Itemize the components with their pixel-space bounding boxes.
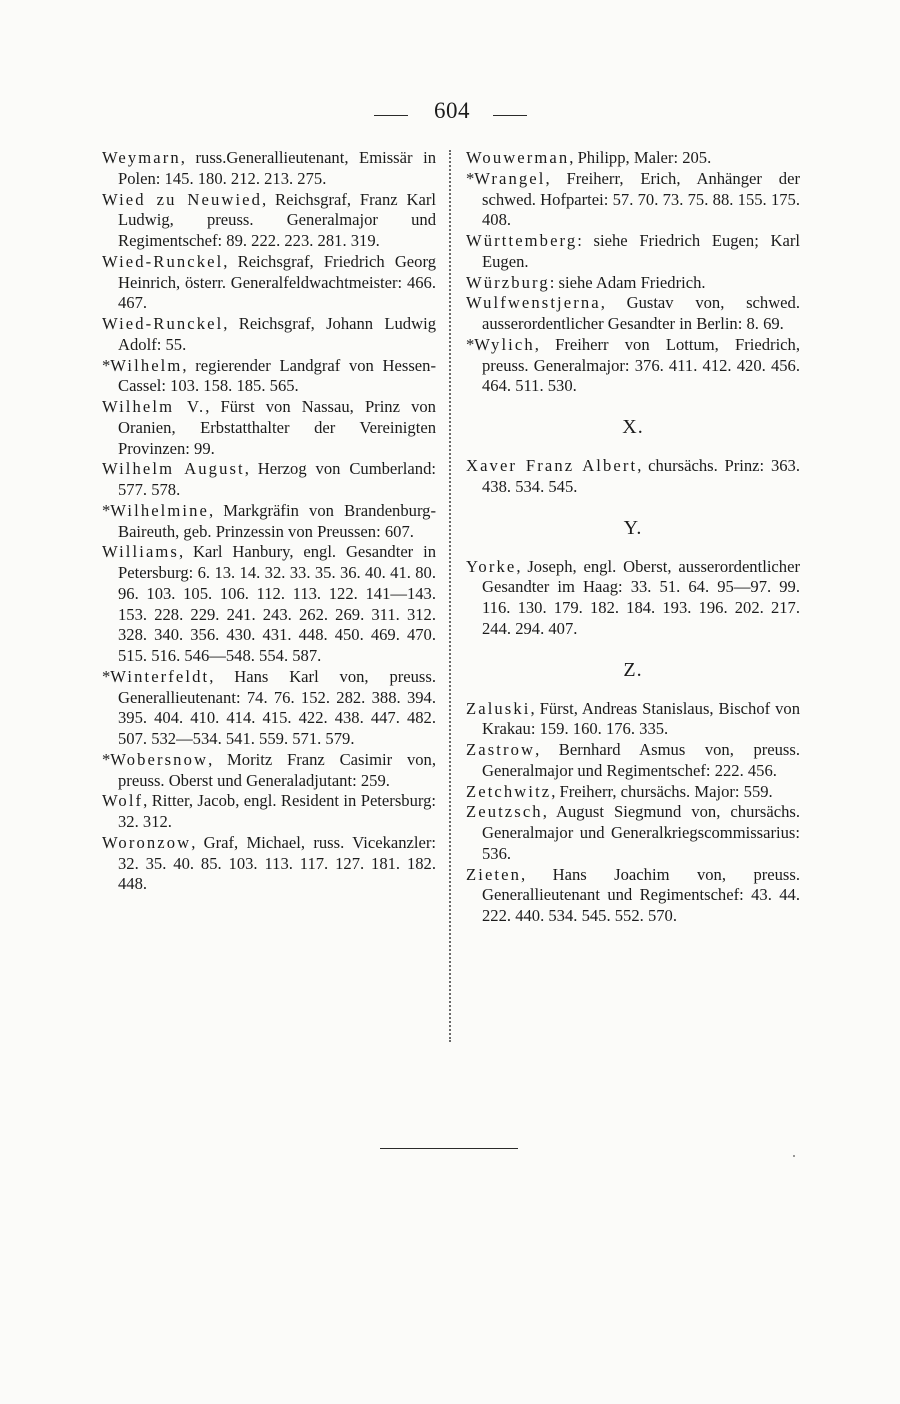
index-entry — [102, 791, 436, 833]
index-entry — [102, 397, 436, 459]
entry-name: Württemberg — [466, 231, 578, 250]
entry-name: Zaluski — [466, 698, 531, 718]
entry-details: , Reichsgraf, Franz Karl Ludwig, preuss. Generalmajor und Regimentschef: 89. 222. 223. 281. 319. — [118, 189, 436, 250]
entry-asterisk: * — [102, 749, 111, 769]
index-entry — [466, 782, 800, 803]
entry-asterisk: * — [102, 666, 111, 686]
entry-details: : siehe Friedrich Eugen; Karl Eugen. — [482, 231, 800, 271]
entry-details: , Graf, Michael, russ. Vicekanzler: 32. 35. 40. 85. 103. 113. 117. 127. 181. 182. 448. — [118, 832, 436, 894]
index-entry — [102, 750, 436, 792]
index-entry — [102, 667, 436, 750]
entry-list-w-right — [466, 148, 800, 397]
entry-asterisk: * — [466, 168, 475, 188]
entry-name: Yorke — [466, 556, 517, 576]
index-entry — [102, 252, 436, 314]
index-entry — [102, 459, 436, 501]
section-heading-y: Y. — [623, 516, 643, 539]
entry-details: , August Siegmund von, chursächs. Generalmajor und Generalkriegscommissarius: 536. — [482, 802, 800, 863]
entry-details: , Gustav von, schwed. ausserordentlicher Gesandter in Berlin: 8. 69. — [482, 293, 800, 333]
entry-name: Wulfwenstjerna — [466, 293, 601, 313]
entry-asterisk: * — [466, 334, 475, 354]
entry-name: Wylich — [474, 334, 535, 354]
entry-details: , chursächs. Prinz: 363. 438. 534. 545. — [482, 456, 800, 496]
print-speck — [793, 1155, 795, 1157]
entry-details: , Freiherr, Erich, Anhänger der schwed. Hofpartei: 57. 70. 73. 75. 88. 155. 175. 408. — [482, 168, 800, 230]
entry-details: , Herzog von Cumberland: 577. 578. — [118, 459, 436, 499]
entry-name: Xaver Franz Albert — [466, 456, 638, 475]
entry-details: , Reichsgraf, Friedrich Georg Heinrich, österr. Generalfeldwachtmeister: 466. 467. — [118, 251, 436, 313]
entry-name: Wilhelm August — [102, 459, 245, 479]
entry-name: Wied zu Neuwied — [102, 189, 263, 209]
entry-list-x — [466, 456, 800, 498]
entry-name: Wolf — [102, 791, 144, 811]
index-entry — [466, 699, 800, 741]
entry-list-y — [466, 557, 800, 640]
entry-details: , russ.Generallieutenant, Emissär in Polen: 145. 180. 212. 213. 275. — [118, 148, 436, 188]
index-entry — [466, 231, 800, 273]
index-entry — [102, 314, 436, 356]
index-entry — [466, 557, 800, 640]
entry-name: Zeutzsch — [466, 802, 543, 822]
entry-details: , Moritz Franz Casimir von, preuss. Oberst und Generaladjutant: 259. — [118, 749, 436, 790]
index-column-left — [102, 148, 436, 895]
section-heading-z: Z. — [623, 658, 643, 681]
entry-details: , Fürst von Nassau, Prinz von Oranien, Erbstatthalter der Vereinigten Provinzen: 99. — [118, 397, 436, 458]
section-heading-x: X. — [622, 416, 644, 438]
header-rule-right — [493, 115, 527, 116]
index-entry — [466, 802, 800, 864]
entry-details: , Freiherr von Lottum, Friedrich, preuss. Generalmajor: 376. 411. 412. 420. 456. 464. 511. 530. — [482, 334, 800, 396]
entry-details: , Hans Joachim von, preuss. Generallieutenant und Regimentschef: 43. 44. 222. 440. 534. 545. 552. 570. — [482, 864, 800, 925]
index-entry — [466, 293, 800, 335]
entry-name: Wilhelm V. — [102, 397, 206, 416]
entry-details: , Markgräfin von Brandenburg-Baireuth, geb. Prinzessin von Preussen: 607. — [118, 500, 436, 541]
index-entry — [102, 833, 436, 895]
index-entry — [102, 190, 436, 252]
entry-details: , Reichsgraf, Johann Ludwig Adolf: 55. — [118, 314, 436, 354]
entry-details: , Philipp, Maler: 205. — [569, 148, 712, 167]
entry-name: Wied-Runckel — [102, 314, 224, 333]
entry-details: , Joseph, engl. Oberst, ausserordentlicher Gesandter im Haag: 33. 51. 64. 95—97. 99. 116. 130. 179. 182. 184. 193. 196. 202. 217. 244. 294. 407. — [482, 556, 800, 638]
column-divider — [449, 150, 451, 1042]
index-entry — [466, 865, 800, 927]
index-entry — [102, 356, 436, 398]
index-entry — [466, 169, 800, 231]
entry-details: : siehe Adam Friedrich. — [549, 272, 706, 292]
entry-name: Wilhelm — [110, 355, 183, 375]
entry-name: Williams — [102, 542, 179, 562]
entry-name: Wrangel — [474, 168, 546, 188]
index-column-right — [466, 148, 800, 927]
entry-name: Zieten — [466, 864, 521, 884]
entry-name: Wied-Runckel — [102, 251, 224, 271]
index-entry — [102, 501, 436, 543]
entry-details: , regierender Landgraf von Hessen-Cassel: 103. 158. 185. 565. — [118, 355, 436, 396]
index-entry — [466, 148, 800, 169]
entry-name: Weymarn — [102, 148, 181, 167]
index-entry — [466, 456, 800, 498]
index-entry — [466, 273, 800, 294]
entry-details: , Ritter, Jacob, engl. Resident in Petersburg: 32. 312. — [118, 791, 436, 831]
entry-name: Würzburg — [466, 272, 550, 292]
index-entry — [466, 335, 800, 397]
entry-details: , Freiherr, chursächs. Major: 559. — [551, 781, 773, 801]
header-rule-left — [374, 115, 408, 116]
entry-details: , Karl Hanbury, engl. Gesandter in Petersburg: 6. 13. 14. 32. 33. 35. 36. 40. 41. 80. 96. 103. 105. 106. 112. 113. 122. 141—143. 153. 228. 229. 241. 243. 262. 269. 311. 312. 328. 340. 356. 430. 431. 448. 450. 469. 470. 515. 516. 546—548. 554. 587. — [118, 542, 436, 665]
entry-name: Zastrow — [466, 740, 536, 759]
index-entry — [102, 542, 436, 667]
page-header — [0, 98, 900, 128]
index-entry — [102, 148, 436, 190]
entry-asterisk: * — [102, 355, 111, 375]
entry-name: Zetchwitz — [466, 781, 552, 801]
entry-details: , Fürst, Andreas Stanislaus, Bischof von Krakau: 159. 160. 176. 335. — [482, 698, 800, 739]
entry-details: , Bernhard Asmus von, preuss. Generalmajor und Regimentschef: 222. 456. — [482, 740, 800, 780]
page-number: 604 — [434, 98, 470, 123]
entry-name: Wilhelmine — [110, 500, 209, 520]
footer-rule — [380, 1148, 518, 1149]
entry-name: Woronzow — [102, 832, 192, 852]
entry-list-w-left — [102, 148, 436, 895]
entry-name: Wouwerman — [466, 148, 570, 167]
index-entry — [466, 740, 800, 782]
entry-details: , Hans Karl von, preuss. Generallieutenant: 74. 76. 152. 282. 388. 394. 395. 404. 410. 414. 415. 422. 438. 447. 482. 507. 532—534. 541. 559. 571. 579. — [118, 666, 436, 748]
entry-asterisk: * — [102, 500, 111, 520]
entry-list-z — [466, 699, 800, 927]
entry-name: Winterfeldt — [110, 666, 210, 686]
entry-name: Wobersnow — [110, 749, 209, 769]
